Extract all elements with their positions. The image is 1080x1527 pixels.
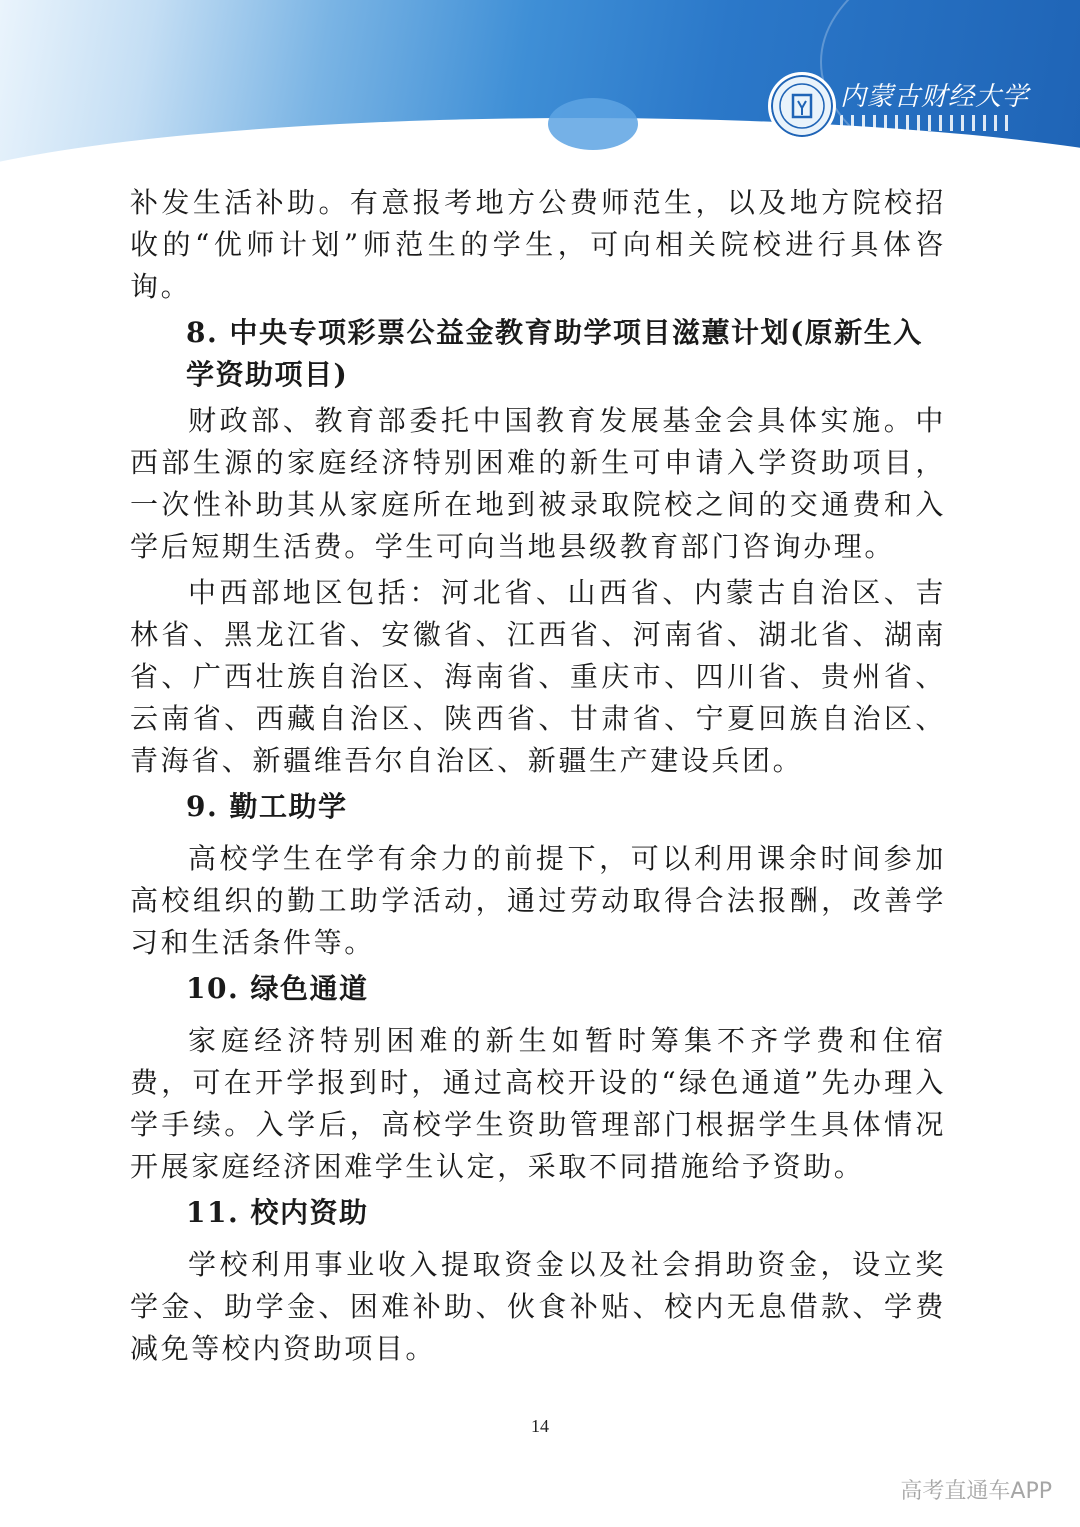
university-seal-logo	[768, 72, 836, 140]
document-body	[130, 182, 946, 1370]
section-heading-9: 9. 勤工助学	[186, 790, 348, 823]
paragraph-8a: 财政部、教育部委托中国教育发展基金会具体实施。中西部生源的家庭经济特别困难的新生可申请入学资助项目，一次性补助其从家庭所在地到被录取院校之间的交通费和入学后短期生活费。学生可向当地县级教育部门咨询办理。	[130, 404, 946, 563]
banner-oval-decoration	[548, 98, 638, 150]
university-wordmark	[840, 76, 1030, 132]
section-heading-10: 10. 绿色通道	[186, 972, 369, 1005]
section-heading-11: 11. 校内资助	[186, 1196, 369, 1229]
paragraph-9: 高校学生在学有余力的前提下，可以利用课余时间参加高校组织的勤工助学活动，通过劳动取得合法报酬，改善学习和生活条件等。	[130, 842, 946, 959]
page-number: 14	[531, 1416, 549, 1436]
mongolian-script-decoration	[840, 115, 1010, 131]
paragraph-continued: 补发生活补助。有意报考地方公费师范生，以及地方院校招收的“优师计划”师范生的学生，可向相关院校进行具体咨询。	[130, 186, 946, 303]
paragraph-11: 学校利用事业收入提取资金以及社会捐助资金，设立奖学金、助学金、困难补助、伙食补贴、校内无息借款、学费减免等校内资助项目。	[130, 1248, 946, 1365]
header-banner	[0, 0, 1080, 165]
source-watermark: 高考直通车APP	[900, 1479, 1052, 1504]
section-heading-8: 8. 中央专项彩票公益金教育助学项目滋蕙计划(原新生入学资助项目)	[186, 316, 923, 391]
university-name: 内蒙古财经大学	[840, 82, 1030, 112]
paragraph-8b: 中西部地区包括：河北省、山西省、内蒙古自治区、吉林省、黑龙江省、安徽省、江西省、河南省、湖北省、湖南省、广西壮族自治区、海南省、重庆市、四川省、贵州省、云南省、西藏自治区、陕西省、甘肃省、宁夏回族自治区、青海省、新疆维吾尔自治区、新疆生产建设兵团。	[130, 576, 946, 777]
paragraph-10: 家庭经济特别困难的新生如暂时筹集不齐学费和住宿费，可在开学报到时，通过高校开设的“绿色通道”先办理入学手续。入学后，高校学生资助管理部门根据学生具体情况开展家庭经济困难学生认定，采取不同措施给予资助。	[130, 1024, 946, 1183]
